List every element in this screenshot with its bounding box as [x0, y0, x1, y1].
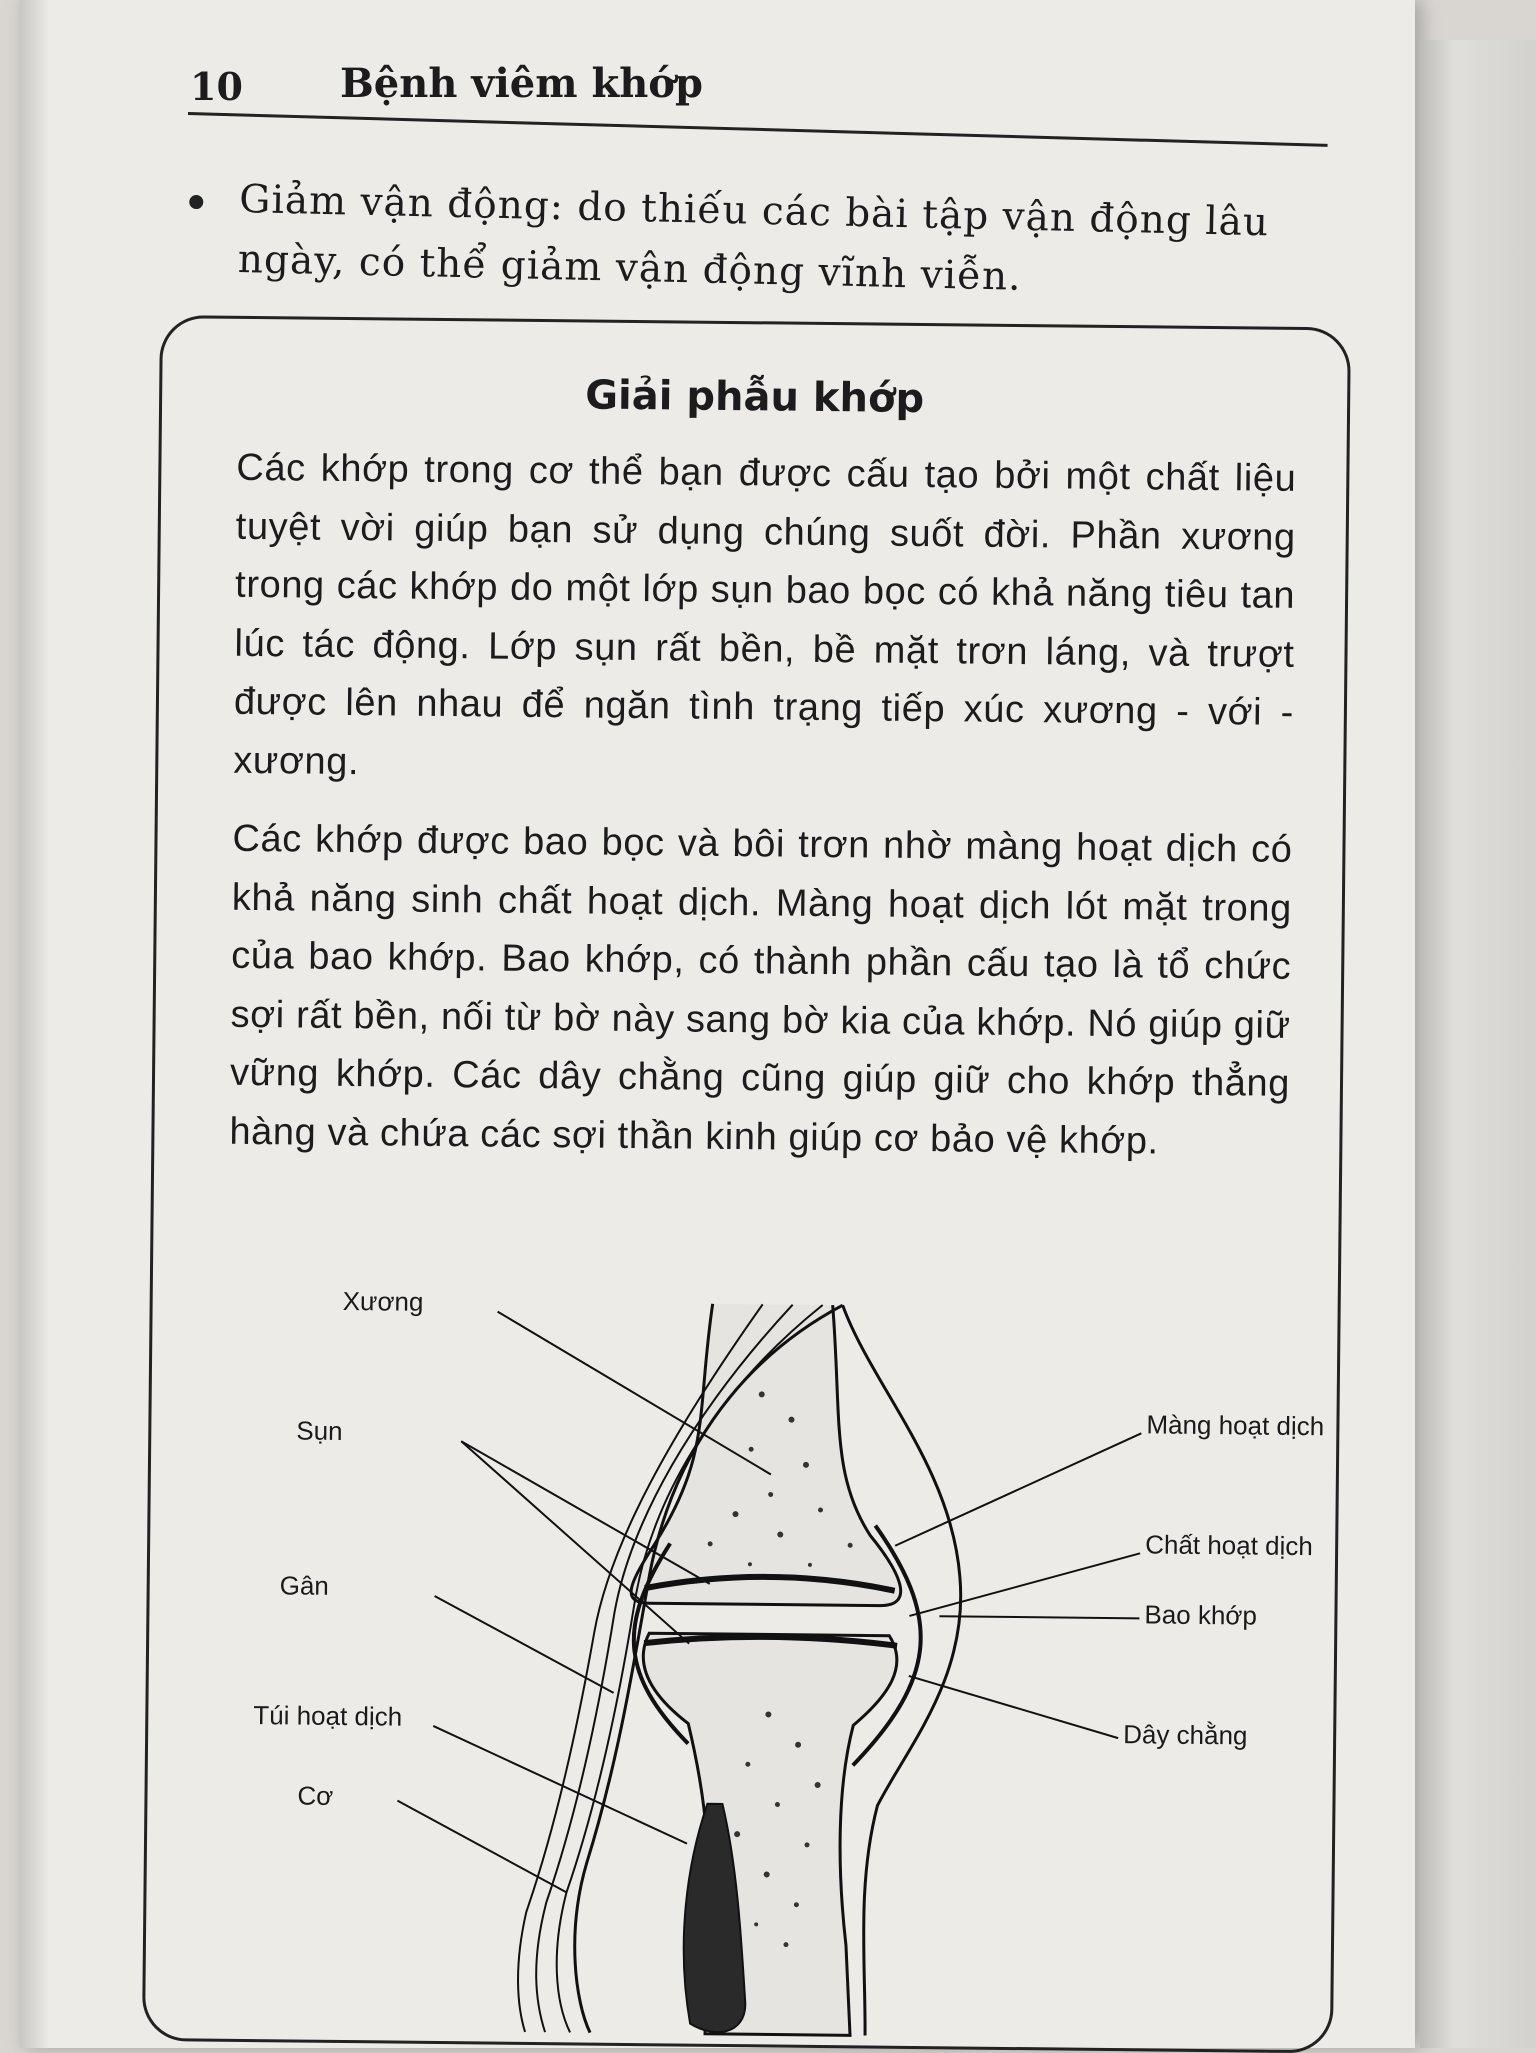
- info-box: [142, 315, 1351, 2053]
- joint-anatomy-diagram: [145, 1238, 1338, 2050]
- lower-bone-shape: [639, 1633, 897, 2036]
- label-co: Cơ: [297, 1780, 334, 1811]
- box-body: [229, 439, 1297, 1192]
- label-mang-hoat-dich: Màng hoạt dịch: [1146, 1409, 1325, 1442]
- bullet-item: [237, 170, 1319, 314]
- box-title: Giải phẫu khớp: [585, 372, 925, 423]
- next-page-edge: [1420, 40, 1536, 2048]
- label-bao-khop: Bao khớp: [1144, 1599, 1258, 1631]
- bullet-line-2: ngày, có thể giảm vận động vĩnh viễn.: [237, 236, 1023, 300]
- bullet-line-1: Giảm vận động: do thiếu các bài tập vận động lâu: [238, 176, 1270, 246]
- page-number: 10: [190, 64, 243, 109]
- label-chat-hoat-dich: Chất hoạt dịch: [1145, 1529, 1313, 1562]
- book-page: [20, 0, 1415, 2048]
- page-header: [170, 60, 1330, 120]
- box-paragraph-2: Các khớp được bao bọc và bôi trơn nhờ màng hoạt dịch có khả năng sinh chất hoạt dịch. Màng hoạt dịch lót mặt trong của bao khớp. Bao khớp, có thành phần cấu tạo là tổ chức sợi rất bền, nối từ bờ này sang bờ kia của khớp. Nó giúp giữ vững khớp. Các dây chằng cũng giúp giữ cho khớp thẳng hàng và chứa các sợi thần kinh giúp cơ bảo vệ khớp.: [229, 817, 1293, 1163]
- label-tui-hoat-dich: Túi hoạt dịch: [253, 1700, 403, 1732]
- label-xuong: Xương: [342, 1285, 424, 1317]
- box-paragraph-1: Các khớp trong cơ thể bạn được cấu tạo bởi một chất liệu tuyệt vời giúp bạn sử dụng chúng suốt đời. Phần xương trong các khớp do một lớp sụn bao bọc có khả năng tiêu tan lúc tác động. Lớp sụn rất bền, bề mặt trơn láng, và trượt được lên nhau để ngăn tình trạng tiếp xúc xương - với - xương.: [233, 446, 1297, 783]
- running-title: Bệnh viêm khớp: [340, 60, 703, 107]
- bullet-dot-icon: [189, 195, 203, 209]
- label-day-chang: Dây chằng: [1123, 1719, 1248, 1751]
- label-gan: Gân: [279, 1570, 330, 1601]
- label-sun: Sụn: [296, 1415, 343, 1446]
